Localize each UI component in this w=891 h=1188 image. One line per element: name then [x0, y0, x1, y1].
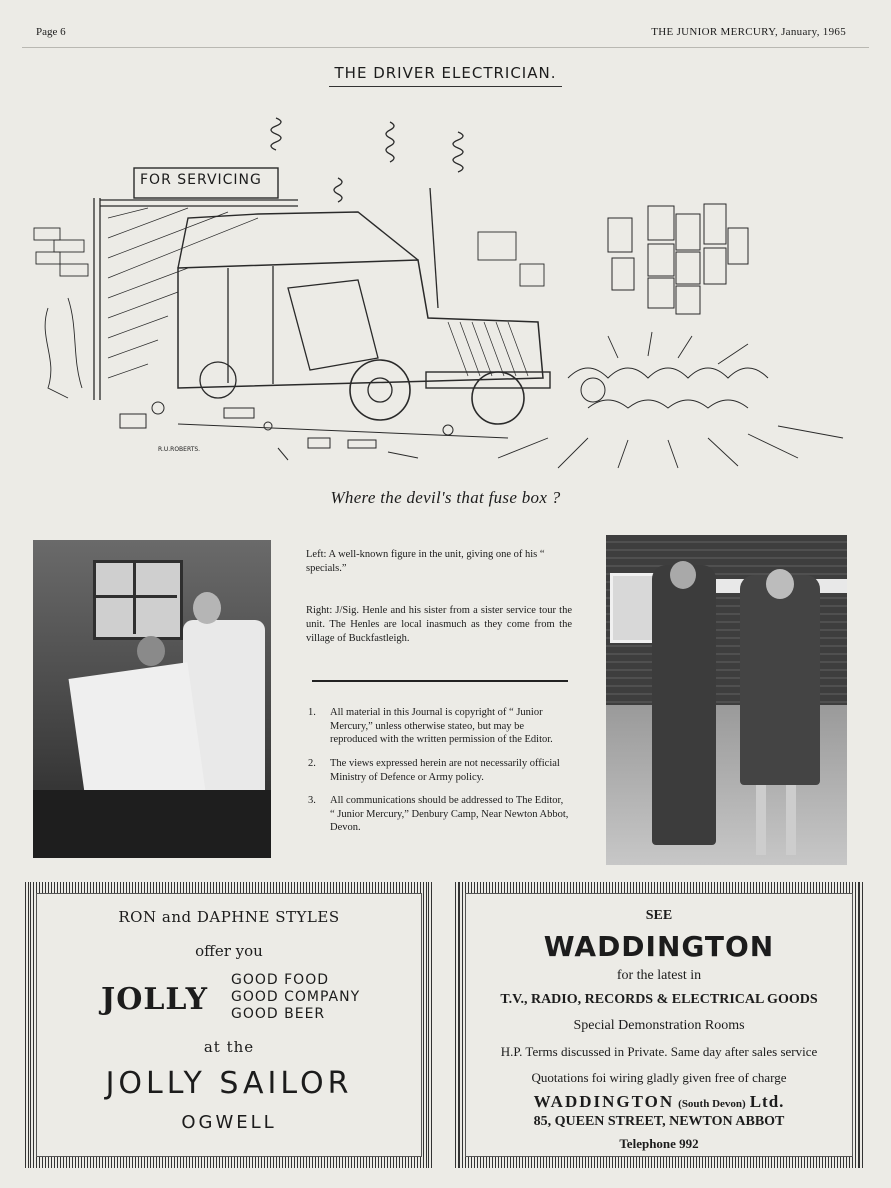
waddington-ad — [454, 882, 864, 1168]
cartoon-caption: Where the devil's that fuse box ? — [330, 488, 561, 507]
cartoon-illustration — [28, 108, 858, 478]
ad-waddington-title: WADDINGTON — [543, 930, 775, 963]
ad-offer: offer you — [195, 942, 263, 960]
ad-phone: Telephone 992 — [619, 1136, 699, 1151]
photo-caption-right: Right: J/Sig. Henle and his sister from a sister service tour the unit. The Henles are local inasmuch as they come from the village of Buckfastleigh. — [306, 605, 572, 645]
ad-location: OGWELL — [181, 1112, 277, 1133]
note-item: 1. All material in this Journal is copyright of “ Junior Mercury,” unless otherwise stateo, but may be reproduced with the written permission of the Editor. — [308, 707, 553, 746]
ad-address: 85, QUEEN STREET, NEWTON ABBOT — [533, 1114, 785, 1129]
ad-jolly-word: JOLLY — [101, 982, 209, 1017]
header-rule — [22, 47, 869, 48]
ad-company: WADDINGTON (South Devon) Ltd. — [533, 1092, 785, 1111]
editorial-notes — [308, 706, 570, 845]
ad-owners: RON and DAPHNE STYLES — [118, 908, 340, 926]
jolly-sailor-ad — [25, 882, 433, 1168]
ad-latest: for the latest in — [616, 968, 702, 983]
soldiers-photo — [606, 535, 847, 865]
cartoon-signature: R.U.ROBERTS. — [158, 446, 201, 453]
cartoon-sign: FOR SERVICING — [140, 172, 262, 188]
cartoon-title: THE DRIVER ELECTRICIAN. — [0, 64, 891, 82]
ad-good-list: GOOD FOOD GOOD COMPANY GOOD BEER — [231, 972, 361, 1022]
ad-goods: T.V., RADIO, RECORDS & ELECTRICAL GOODS — [500, 992, 818, 1007]
divider — [312, 680, 568, 682]
ad-quotes: Quotations foi wiring gladly given free of charge — [531, 1070, 787, 1085]
ad-see: SEE — [645, 908, 673, 923]
ad-pub-name: JOLLY SAILOR — [105, 1066, 353, 1101]
ad-demo: Special Demonstration Rooms — [573, 1018, 745, 1033]
publication-header: THE JUNIOR MERCURY, January, 1965 — [651, 26, 846, 38]
photo-caption-left: Left: A well-known figure in the unit, giving one of his “ specials.” — [306, 549, 545, 575]
ad-terms: H.P. Terms discussed in Private. Same day after sales service — [500, 1044, 818, 1059]
note-item: 2. The views expressed herein are not necessarily official Ministry of Defence or Army policy. — [308, 757, 560, 783]
ad-at-the: at the — [203, 1038, 255, 1056]
page-number: Page 6 — [36, 26, 66, 38]
barber-photo — [33, 540, 271, 858]
note-item: 3. All communications should be addressed to The Editor, “ Junior Mercury,” Denbury Camp, Near Newton Abbot, Devon. — [308, 795, 569, 834]
